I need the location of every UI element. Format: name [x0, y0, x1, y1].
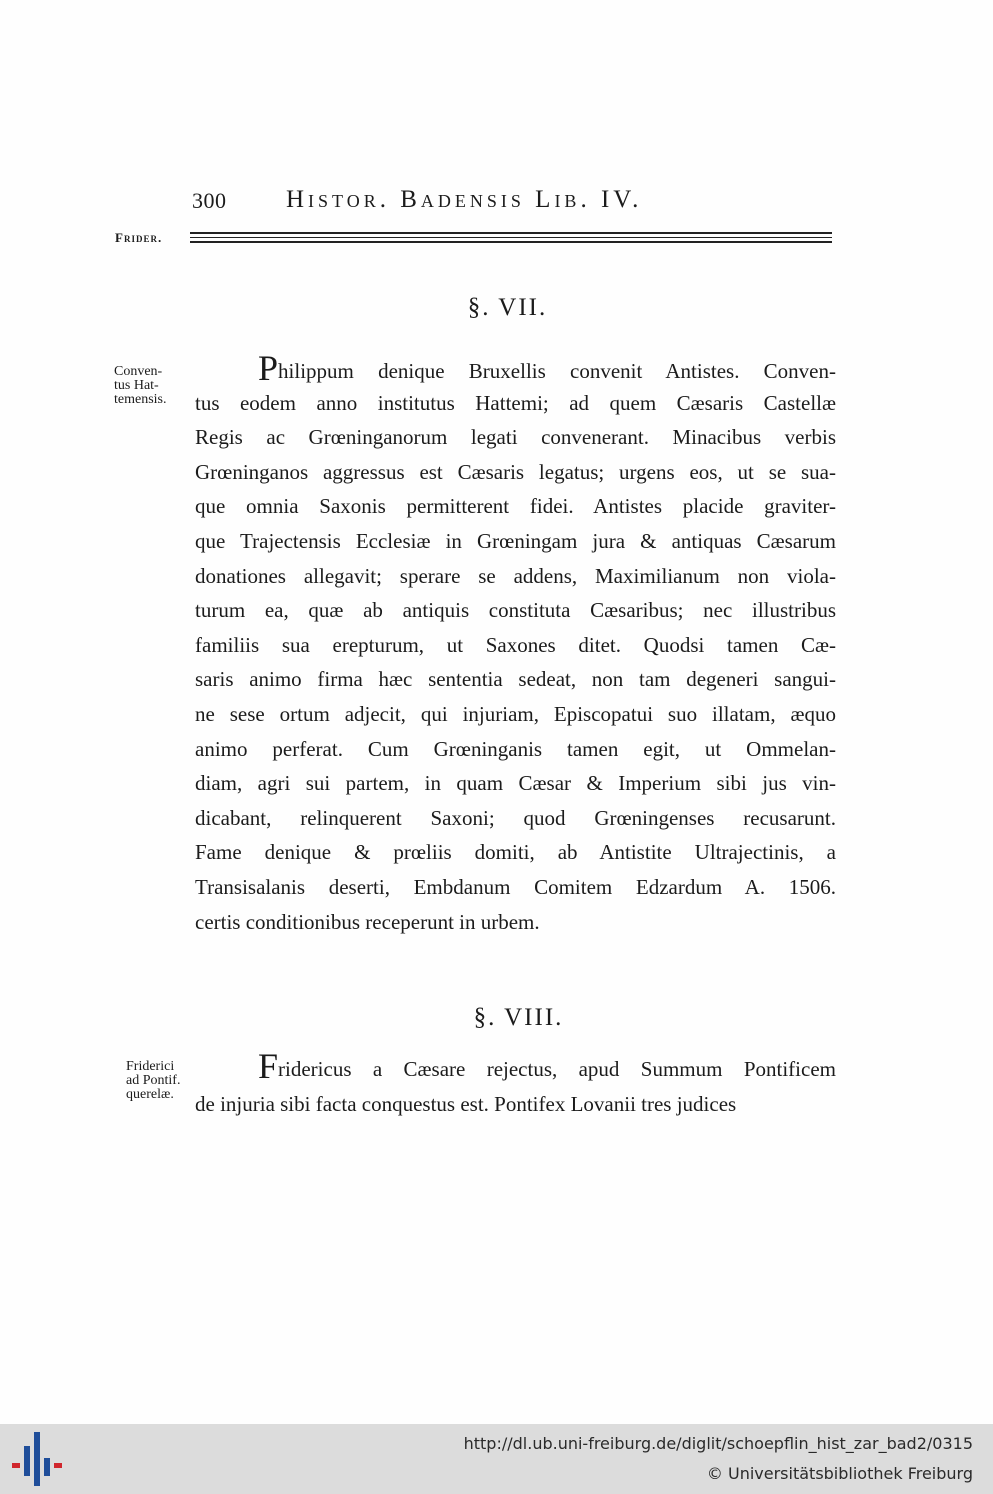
- text-line: familiis sua erepturum, ut Saxones ditet. Quodsi tamen Cæ-: [195, 632, 836, 657]
- running-head-title: Histor. Badensis Lib. IV.: [286, 186, 643, 213]
- text-line: de injuria sibi facta conquestus est. Pontifex Lovanii tres judices: [195, 1092, 737, 1116]
- text-line: ne sese ortum adjecit, qui injuriam, Episcopatui suo illatam, æquo: [195, 702, 836, 726]
- drop-cap: F: [258, 1046, 279, 1086]
- margin-note-line: tus Hat-: [114, 378, 159, 393]
- text-line: que Trajectensis Ecclesiæ in Grœningam jura & antiquas Cæsarum: [195, 529, 836, 553]
- running-margin-label: Frider.: [115, 230, 163, 245]
- document-url[interactable]: http://dl.ub.uni-freiburg.de/diglit/schoepflin_hist_zar_bad2/0315: [463, 1434, 973, 1453]
- drop-cap: P: [258, 348, 279, 388]
- text-line: turum ea, quæ ab antiquis constituta Cæsaribus; nec illustribus: [195, 598, 836, 623]
- text-line: tus eodem anno institutus Hattemi; ad quem Cæsaris Castellæ: [195, 390, 836, 415]
- ub-freiburg-logo-icon: [12, 1432, 64, 1486]
- text-line: [258, 348, 836, 388]
- header-rule: [190, 237, 832, 238]
- text-line: Fame denique & prœliis domiti, ab Antistite Ultrajectinis, a: [195, 840, 836, 865]
- viewer-footer: [0, 1424, 993, 1494]
- margin-note-line: Friderici: [126, 1059, 175, 1074]
- text-line-content: hilippum denique Bruxellis convenit Antistes. Conven-: [278, 359, 836, 383]
- section-heading: §. VII.: [467, 294, 548, 321]
- section-heading: §. VIII.: [473, 1004, 564, 1031]
- text-line: que omnia Saxonis permitterent fidei. Antistes placide graviter-: [195, 494, 836, 519]
- text-line: diam, agri sui partem, in quam Cæsar & Imperium sibi jus vin-: [195, 771, 836, 796]
- margin-note: [114, 365, 194, 407]
- margin-note-line: ad Pontif.: [126, 1073, 181, 1088]
- text-line: saris animo firma hæc sententia sedeat, non tam degeneri sangui-: [195, 667, 836, 692]
- text-line: certis conditionibus receperunt in urbem.: [195, 909, 540, 934]
- text-line: [258, 1046, 836, 1086]
- text-line: Grœninganos aggressus est Cæsaris legatus; urgens eos, ut se sua-: [195, 459, 836, 484]
- margin-note: [126, 1060, 206, 1102]
- text-line: animo perferat. Cum Grœninganis tamen egit, ut Ommelan-: [195, 736, 836, 761]
- margin-note-line: Conven-: [114, 364, 163, 379]
- header-rule: [190, 241, 832, 243]
- margin-note-line: temensis.: [114, 392, 167, 407]
- page-number: 300: [192, 188, 227, 213]
- text-line: dicabant, relinquerent Saxoni; quod Grœningenses recusarunt.: [195, 805, 836, 830]
- text-line: donationes allegavit; sperare se addens, Maximilianum non viola-: [195, 563, 836, 588]
- text-line: Transisalanis deserti, Embdanum Comitem Edzardum A. 1506.: [195, 875, 836, 899]
- header-rule: [190, 232, 832, 234]
- copyright-notice: © Universitätsbibliothek Freiburg: [706, 1464, 973, 1483]
- text-line: Regis ac Grœninganorum legati convenerant. Minacibus verbis: [195, 425, 836, 450]
- margin-note-line: querelæ.: [126, 1087, 174, 1102]
- text-line-content: ridericus a Cæsare rejectus, apud Summum Pontificem: [278, 1057, 836, 1081]
